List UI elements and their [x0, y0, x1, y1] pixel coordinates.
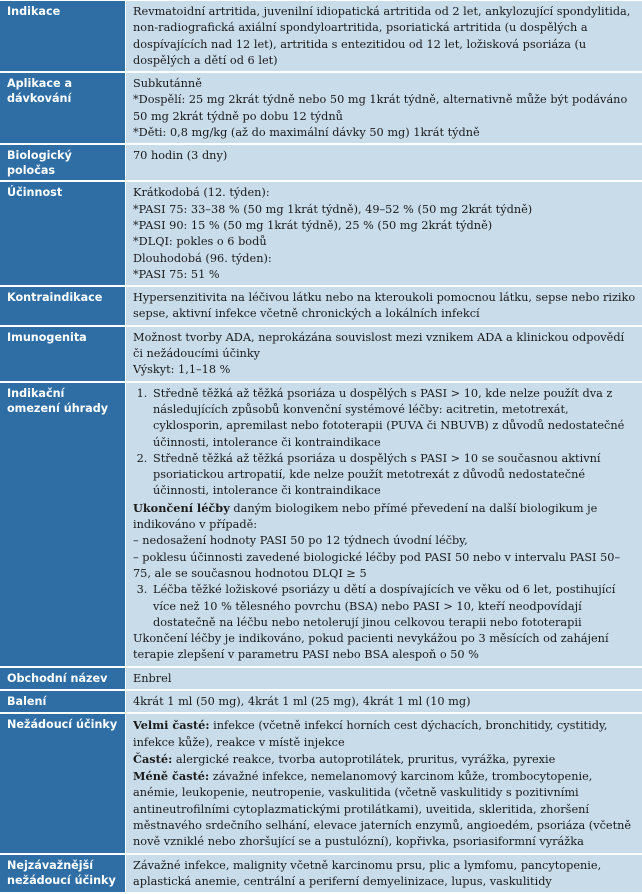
- label-omezeni: Indikační omezení úhrady: [0, 383, 126, 668]
- ukonceni-bold: Ukončení léčby: [133, 500, 230, 515]
- label-obchodni: Obchodní název: [0, 668, 126, 691]
- label-baleni: Balení: [0, 691, 126, 714]
- imunogenita-line: Možnost tvorby ADA, neprokázána souvislost mezi vznikem ADA a klinickou odpovědí či nežádoucími účinky: [133, 330, 625, 361]
- ukonceni-paragraph: [133, 500, 636, 534]
- criteria-item: 2. Středně těžká až těžká psoriáza u dospělých s PASI > 10 se současnou aktivní psoriatickou artropatií, kde nelze použít metotrexát z důvodů nedostatečné účinnosti, intolerance či kontraindikace: [151, 451, 636, 500]
- label-imunogenita: Imunogenita: [0, 327, 126, 383]
- caste: [133, 751, 636, 768]
- value-omezeni: [126, 383, 642, 668]
- velmi-caste: [133, 717, 636, 751]
- criteria-list: [133, 386, 636, 500]
- ucinnost-line: Krátkodobá (12. týden):: [133, 186, 270, 200]
- mene-caste: [133, 768, 636, 850]
- velmi-bold: Velmi časté:: [133, 718, 210, 733]
- caste-bold: Časté:: [133, 751, 173, 766]
- omezeni-footer: Ukončení léčby je indikováno, pokud pacienti nevykážou po 3 měsících od zahájení terapie zlepšení v parametru PASI nebo BSA alespoň o 50 %: [133, 632, 609, 662]
- value-kontraindikace: Hypersenzitivita na léčivou látku nebo na kteroukoli pomocnou látku, sepse nebo riziko sepse, aktivní infekce včetně chronických a lokálních infekcí: [126, 287, 642, 327]
- ucinnost-line: *PASI 75: 33–38 % (50 mg 1krát týdně), 49–52 % (50 mg 2krát týdně): [133, 202, 533, 216]
- caste-text: alergické reakce, tvorba autoprotilátek, pruritus, vyrážka, pyrexie: [172, 752, 556, 766]
- label-aplikace: Aplikace a dávkování: [0, 73, 126, 145]
- value-nezadouci: [126, 714, 642, 854]
- label-nezadouci: Nežádoucí účinky: [0, 714, 126, 854]
- criteria-list-3: [133, 582, 636, 631]
- value-zavazne: Závažné infekce, malignity včetně karcinomu prsu, plic a lymfomu, pancytopenie, aplastická anemie, centrální a periferní demyelinizace, lupus, vaskulitidy: [126, 855, 642, 894]
- aplikace-line: Subkutánně: [133, 77, 202, 91]
- value-baleni: 4krát 1 ml (50 mg), 4krát 1 ml (25 mg), 4krát 1 ml (10 mg): [126, 691, 642, 714]
- criteria-item: 3. Léčba těžké ložiskové psoriázy u dětí a dospívajících ve věku od 6 let, postihující více než 10 % tělesného povrchu (BSA) nebo PASI > 10, kteří neodpovídají dostatečně na léčbu nebo netolerují jinou celkovou terapii nebo fototerapii: [151, 582, 636, 631]
- label-zavazne: Nejzávažnější nežádoucí účinky: [0, 855, 126, 894]
- value-obchodni: Enbrel: [126, 668, 642, 691]
- velmi-text: infekce (včetně infekcí horních cest dýchacích, bronchitidy, cystitidy, infekce kůže), reakce v místě injekce: [133, 719, 608, 749]
- label-polocas: Biologický poločas: [0, 145, 126, 182]
- value-polocas: 70 hodin (3 dny): [126, 145, 642, 182]
- value-indikace: Revmatoidní artritida, juvenilní idiopatická artritida od 2 let, ankylozující spondylitida, non-radiografická axiální spondyloartritida, psoriatická artritida (u dospělých a dospívajících nad 12 let), artritida s entezitidou od 12 let, ložisková psoriáza (u dospělých a dětí od 6 let): [126, 1, 642, 73]
- label-indikace: Indikace: [0, 1, 126, 73]
- aplikace-line: *Dospělí: 25 mg 2krát týdně nebo 50 mg 1krát týdně, alternativně může být podáváno 50 mg 2krát týdně po dobu 12 týdnů: [133, 93, 628, 123]
- dash-item: – nedosažení hodnoty PASI 50 po 12 týdnech úvodní léčby,: [133, 534, 468, 548]
- value-imunogenita: [126, 327, 642, 383]
- ucinnost-line: *PASI 90: 15 % (50 mg 1krát týdně), 25 % (50 mg 2krát týdně): [133, 218, 493, 232]
- mene-bold: Méně časté:: [133, 769, 210, 784]
- criteria-item: 1. Středně těžká až těžká psoriáza u dospělých s PASI > 10, kde nelze použít dva z následujících způsobů konvenční systémové léčby: acitretin, metotrexát, cyklosporin, apremilast nebo fototerapii (PUVA či NBUVB) z důvodů nedostatečné účinnosti, intolerance či kontraindikace: [151, 386, 636, 451]
- label-kontraindikace: Kontraindikace: [0, 287, 126, 327]
- value-aplikace: [126, 73, 642, 145]
- imunogenita-line: Výskyt: 1,1–18 %: [133, 363, 231, 377]
- dash-item: – poklesu účinnosti zavedené biologické léčby pod PASI 50 nebo v intervalu PASI 50–75, ale se současnou hodnotou DLQI ≥ 5: [133, 550, 621, 580]
- value-ucinnost: [126, 182, 642, 287]
- ukonceni-text: daným biologikem nebo přímé převedení na další biologikum je indikováno v případě:: [133, 501, 598, 532]
- ucinnost-line: Dlouhodobá (96. týden):: [133, 251, 272, 265]
- mene-text: závažné infekce, nemelanomový karcinom kůže, trombocytopenie, anémie, leukopenie, neutropenie, vaskulitida (včetně vaskulitidy s pozitivními antineutrofilními cytoplazmatickými protilátkami), uveitida, skleritida, zhoršení městnavého srdečního selhání, elevace jaterních enzymů, angioedém, psoriáza (včetně nově vzniklé nebo zhoršující se a pustulózní), kopřivka, psoriasiformní vyrážka: [133, 770, 632, 849]
- ucinnost-line: *PASI 75: 51 %: [133, 267, 220, 281]
- label-ucinnost: Účinnost: [0, 182, 126, 287]
- aplikace-line: *Děti: 0,8 mg/kg (až do maximální dávky 50 mg) 1krát týdně: [133, 126, 480, 140]
- ucinnost-line: *DLQI: pokles o 6 bodů: [133, 235, 267, 249]
